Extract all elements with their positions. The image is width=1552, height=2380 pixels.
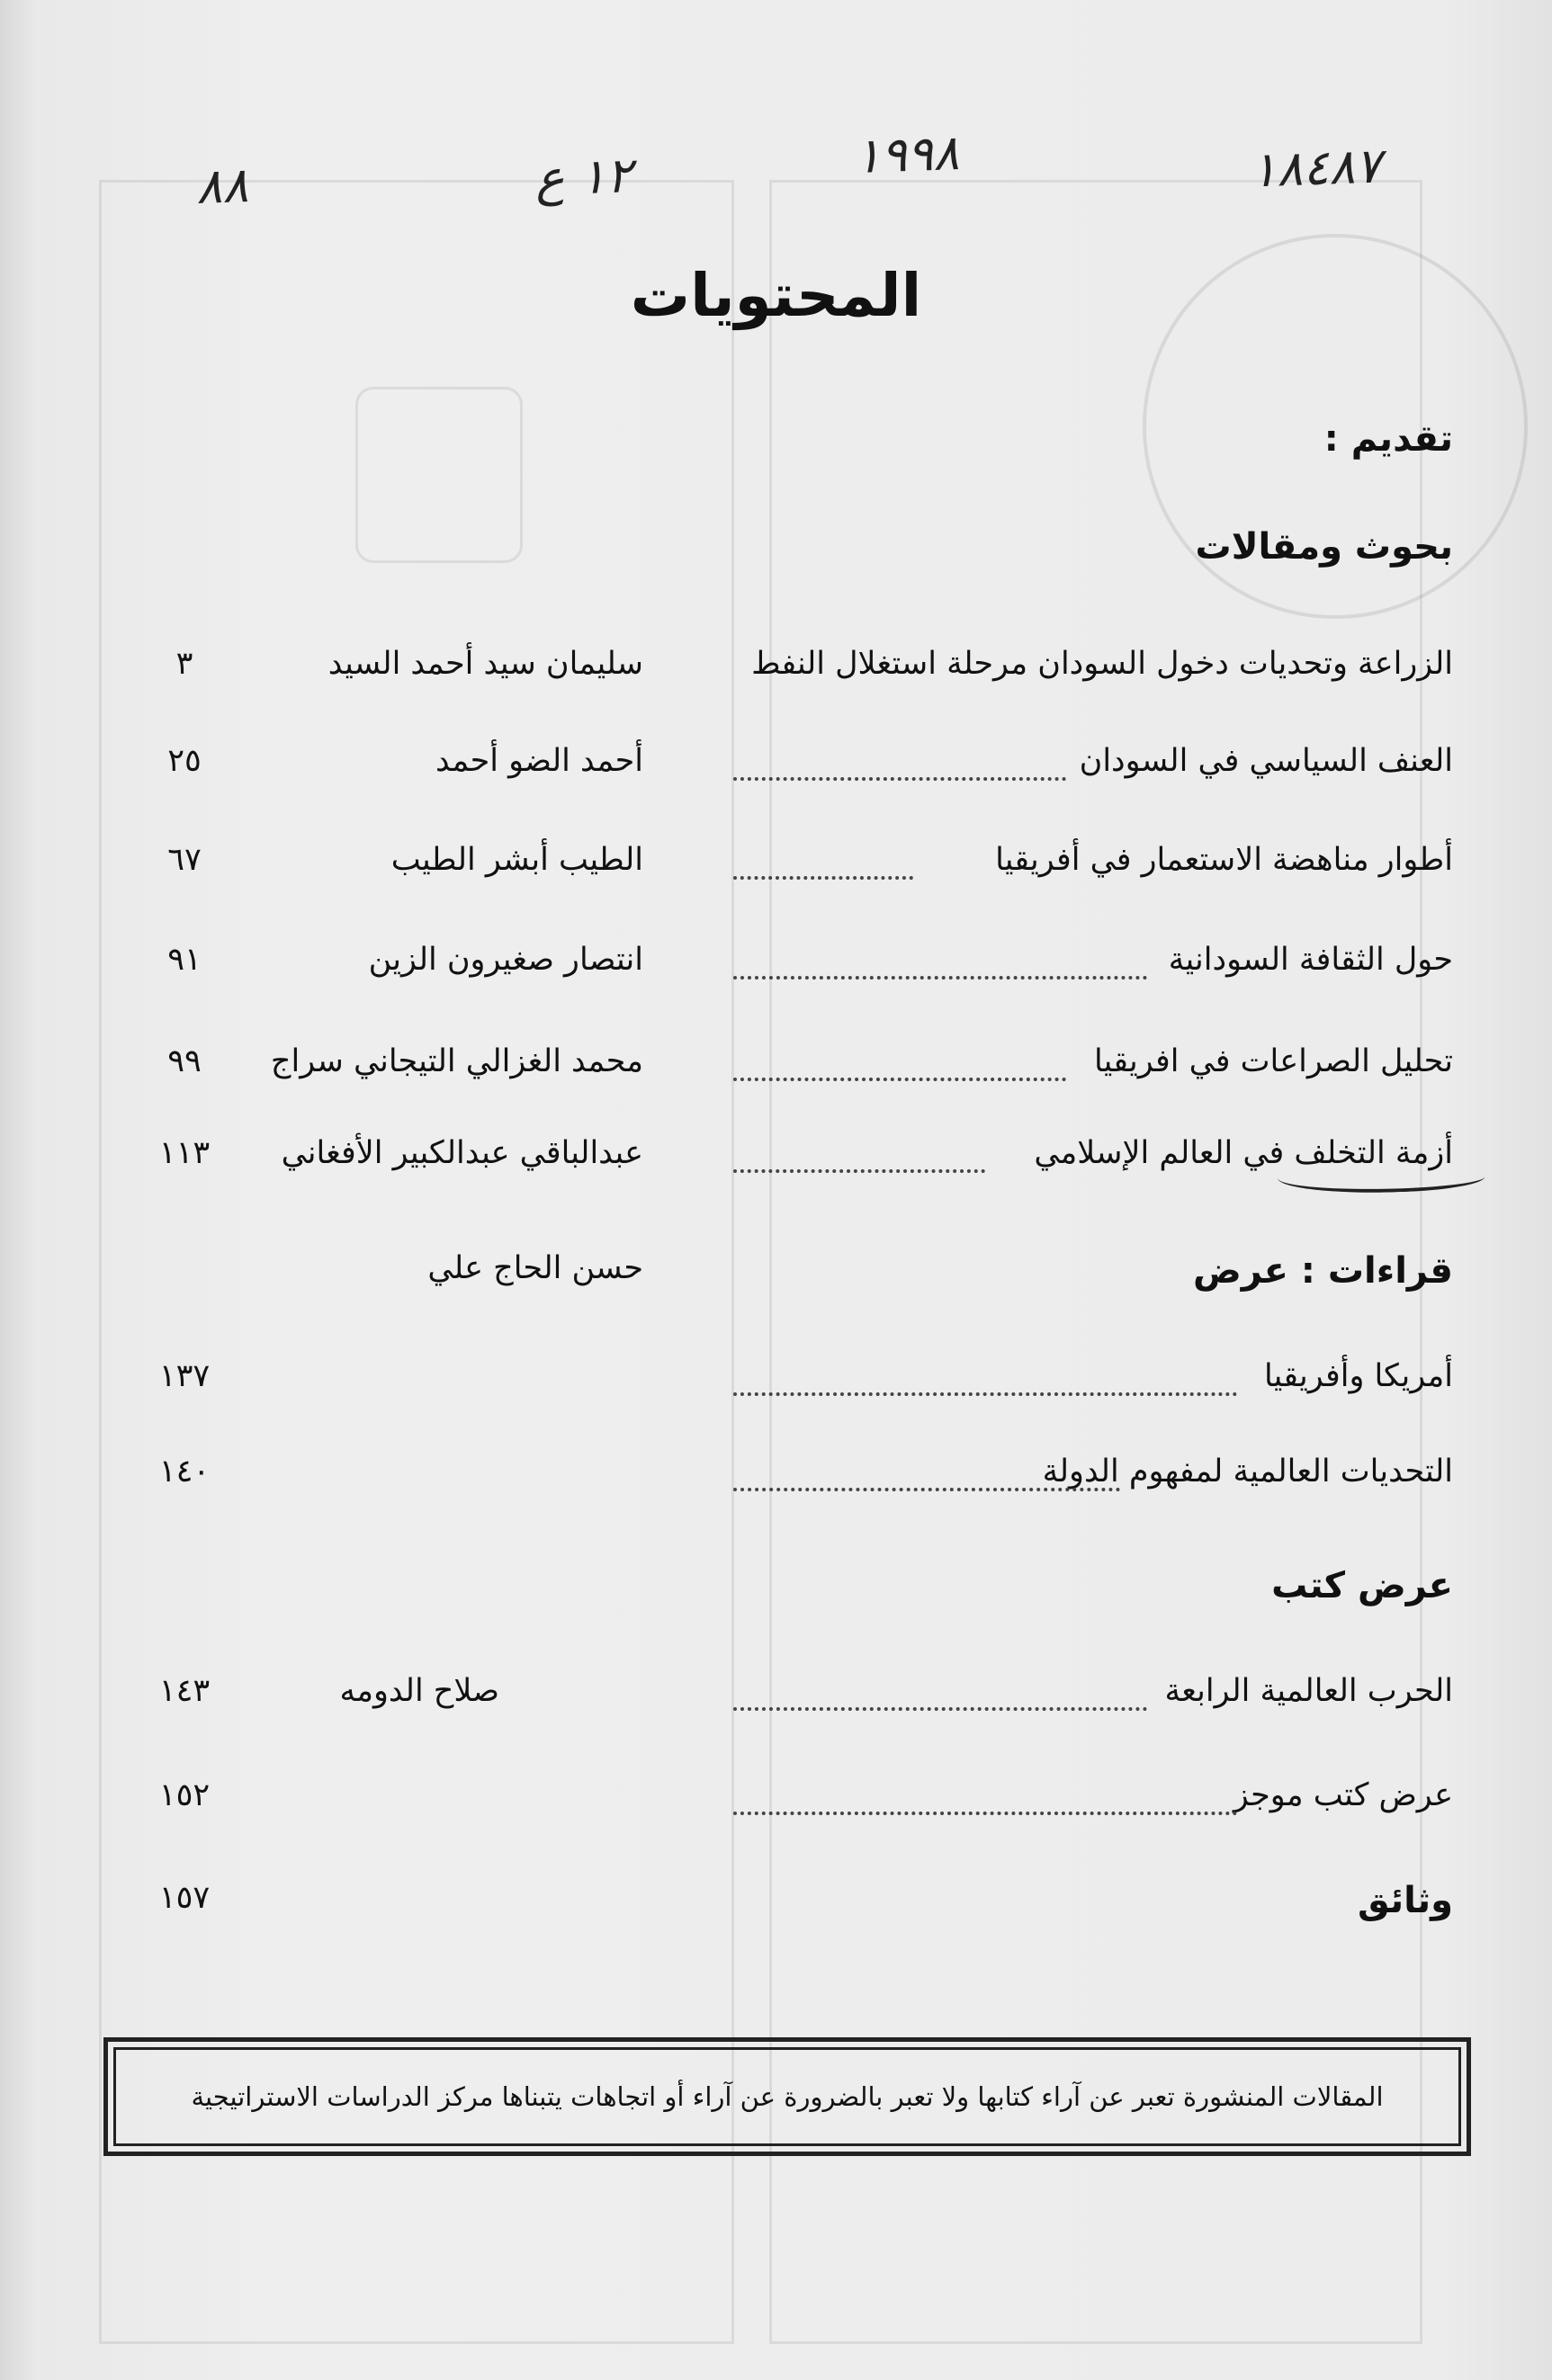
entry-author: انتصار صغيرون الزين	[368, 942, 643, 978]
handwritten-note-top-left: ٨٨	[194, 157, 250, 215]
dot-leader	[733, 1070, 1066, 1081]
entry-title: تحليل الصراعات في افريقيا	[1094, 1043, 1453, 1079]
entry-title: حول الثقافة السودانية	[1168, 942, 1453, 978]
section-research: بحوث ومقالات	[1195, 526, 1453, 568]
entry-page-number: ٦٧	[167, 842, 202, 878]
handwritten-note-top-mid-right: ١٩٩٨	[853, 123, 961, 185]
entry-title: أطوار مناهضة الاستعمار في أفريقيا	[995, 842, 1453, 878]
entry-title: العنف السياسي في السودان	[1079, 743, 1453, 779]
dot-leader	[733, 869, 913, 880]
dot-leader	[733, 1481, 1120, 1491]
entry-author: محمد الغزالي التيجاني سراج	[270, 1043, 643, 1079]
entry-page-number: ١٣٧	[158, 1358, 211, 1394]
toc-entry	[0, 842, 1552, 896]
toc-entry	[0, 1358, 1552, 1412]
entry-title: الحرب العالمية الرابعة	[1164, 1673, 1453, 1709]
entry-author: سليمان سيد أحمد السيد	[327, 646, 643, 682]
toc-entry	[0, 1673, 1552, 1727]
documents-page-row	[0, 1880, 1552, 1934]
entry-page-number: ٢٥	[167, 743, 202, 779]
entry-page-number: ٣	[175, 646, 193, 682]
section-preface: تقديم :	[1323, 418, 1453, 460]
entry-title: أمريكا وأفريقيا	[1264, 1358, 1453, 1394]
disclaimer-text: المقالات المنشورة تعبر عن آراء كتابها ولا تعبر بالضرورة عن آراء أو اتجاهات يتبناها مركز الدراسات الاستراتيجية	[113, 2047, 1461, 2146]
readings-author: حسن الحاج علي	[427, 1250, 643, 1286]
entry-title: الزراعة وتحديات دخول السودان مرحلة استغلال النفط	[751, 646, 1453, 682]
dot-leader	[733, 1700, 1147, 1711]
readings-author-row	[0, 1250, 1552, 1304]
entry-author: أحمد الضو أحمد	[435, 743, 643, 779]
section-readings: قراءات : عرض	[1192, 1250, 1453, 1292]
page-title: المحتويات	[630, 261, 922, 330]
handwritten-note-top-mid-left: ١٢ ع	[534, 147, 633, 207]
toc-entry	[0, 942, 1552, 996]
handwritten-note-top-right: ١٨٤٨٧	[1249, 137, 1383, 199]
toc-entry	[0, 743, 1552, 797]
entry-page-number: ١٥٧	[158, 1880, 211, 1916]
entry-page-number: ٩١	[167, 942, 202, 978]
entry-page-number: ١٤٠	[158, 1454, 211, 1490]
bleed-through-logo-box	[355, 387, 523, 563]
entry-page-number: ٩٩	[167, 1043, 202, 1079]
entry-title: أزمة التخلف في العالم الإسلامي	[1034, 1135, 1453, 1171]
dot-leader	[733, 770, 1066, 781]
section-book-review: عرض كتب	[1271, 1565, 1453, 1606]
entry-author: عبدالباقي عبدالكبير الأفغاني	[281, 1135, 643, 1171]
entry-author: صلاح الدومه	[339, 1673, 499, 1709]
section-documents: وثائق	[1358, 1880, 1453, 1921]
entry-title: التحديات العالمية لمفهوم الدولة	[1042, 1454, 1453, 1490]
entry-title: عرض كتب موجز	[1233, 1777, 1453, 1813]
toc-entry	[0, 1043, 1552, 1097]
entry-author: الطيب أبشر الطيب	[390, 842, 643, 878]
dot-leader	[733, 969, 1147, 980]
dot-leader	[733, 1385, 1237, 1396]
entry-page-number: ١١٣	[158, 1135, 211, 1171]
disclaimer-box	[103, 2037, 1471, 2156]
dot-leader	[733, 1162, 985, 1173]
entry-page-number: ١٥٢	[158, 1777, 211, 1813]
toc-entry	[0, 1454, 1552, 1508]
toc-entry	[0, 1777, 1552, 1831]
entry-page-number: ١٤٣	[158, 1673, 211, 1709]
dot-leader	[733, 1804, 1237, 1815]
toc-entry	[0, 646, 1552, 700]
